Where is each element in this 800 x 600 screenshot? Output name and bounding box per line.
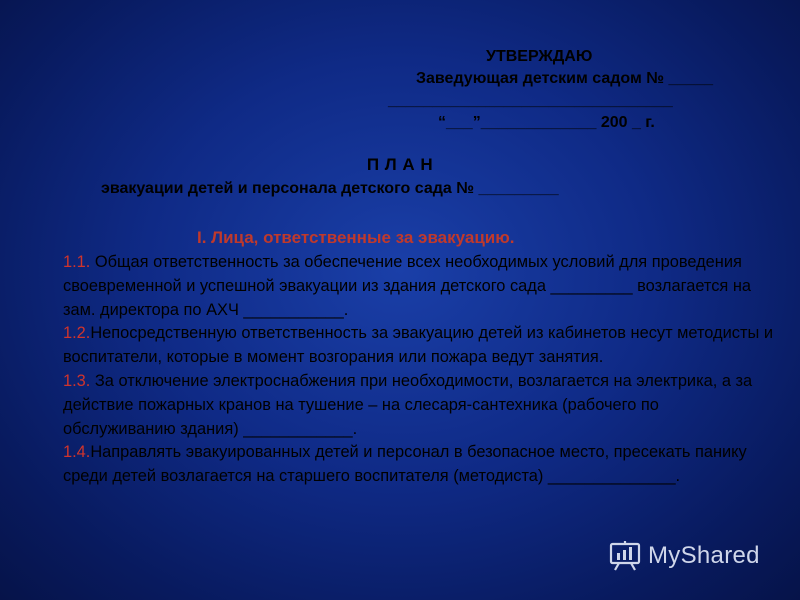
- approval-signature-line: ________________________________: [388, 92, 673, 109]
- item-number: 1.1.: [63, 253, 91, 271]
- paragraph-1-1: [63, 251, 773, 322]
- section-body: [63, 251, 773, 489]
- paragraph-1-3: [63, 370, 773, 441]
- item-number: 1.3.: [63, 371, 91, 390]
- plan-subtitle: эвакуации детей и персонала детского сада № _________: [101, 180, 559, 197]
- item-number: 1.2.: [63, 324, 91, 343]
- approval-title: УТВЕРЖДАЮ: [486, 48, 593, 65]
- approval-block: [388, 46, 788, 134]
- approval-date: “___”_____________ 200 _ г.: [438, 114, 655, 131]
- item-number: 1.4.: [63, 443, 91, 462]
- paragraph-1-4: [63, 441, 773, 489]
- watermark-text: MyShared: [648, 542, 760, 569]
- approval-position: Заведующая детским садом № _____: [416, 70, 713, 87]
- chart-presentation-icon: [608, 540, 642, 572]
- item-text: Направлять эвакуированных детей и персонал в безопасное место, пресекать панику среди детей возлагается на старшего воспитателя (методиста) ______________.: [63, 443, 747, 486]
- plan-title: П Л А Н: [366, 155, 434, 174]
- section-heading: I. Лица, ответственные за эвакуацию.: [197, 228, 515, 247]
- myshared-watermark: [608, 538, 788, 574]
- item-text: Общая ответственность за обеспечение всех необходимых условий для проведения своевременной и успешной эвакуации из здания детского сада _________ возлагается на зам. директора по АХЧ ___________.: [63, 253, 752, 319]
- item-text: За отключение электроснабжения при необходимости, возлагается на электрика, а за действие пожарных кранов на тушение – на слесаря-сантехника (рабочего по обслуживанию здания) ____________.: [63, 371, 753, 438]
- paragraph-1-2: [63, 322, 773, 370]
- item-text: Непосредственную ответственность за эвакуацию детей из кабинетов несут методисты и воспитатели, которые в момент возгорания или пожара ведут занятия.: [63, 324, 773, 367]
